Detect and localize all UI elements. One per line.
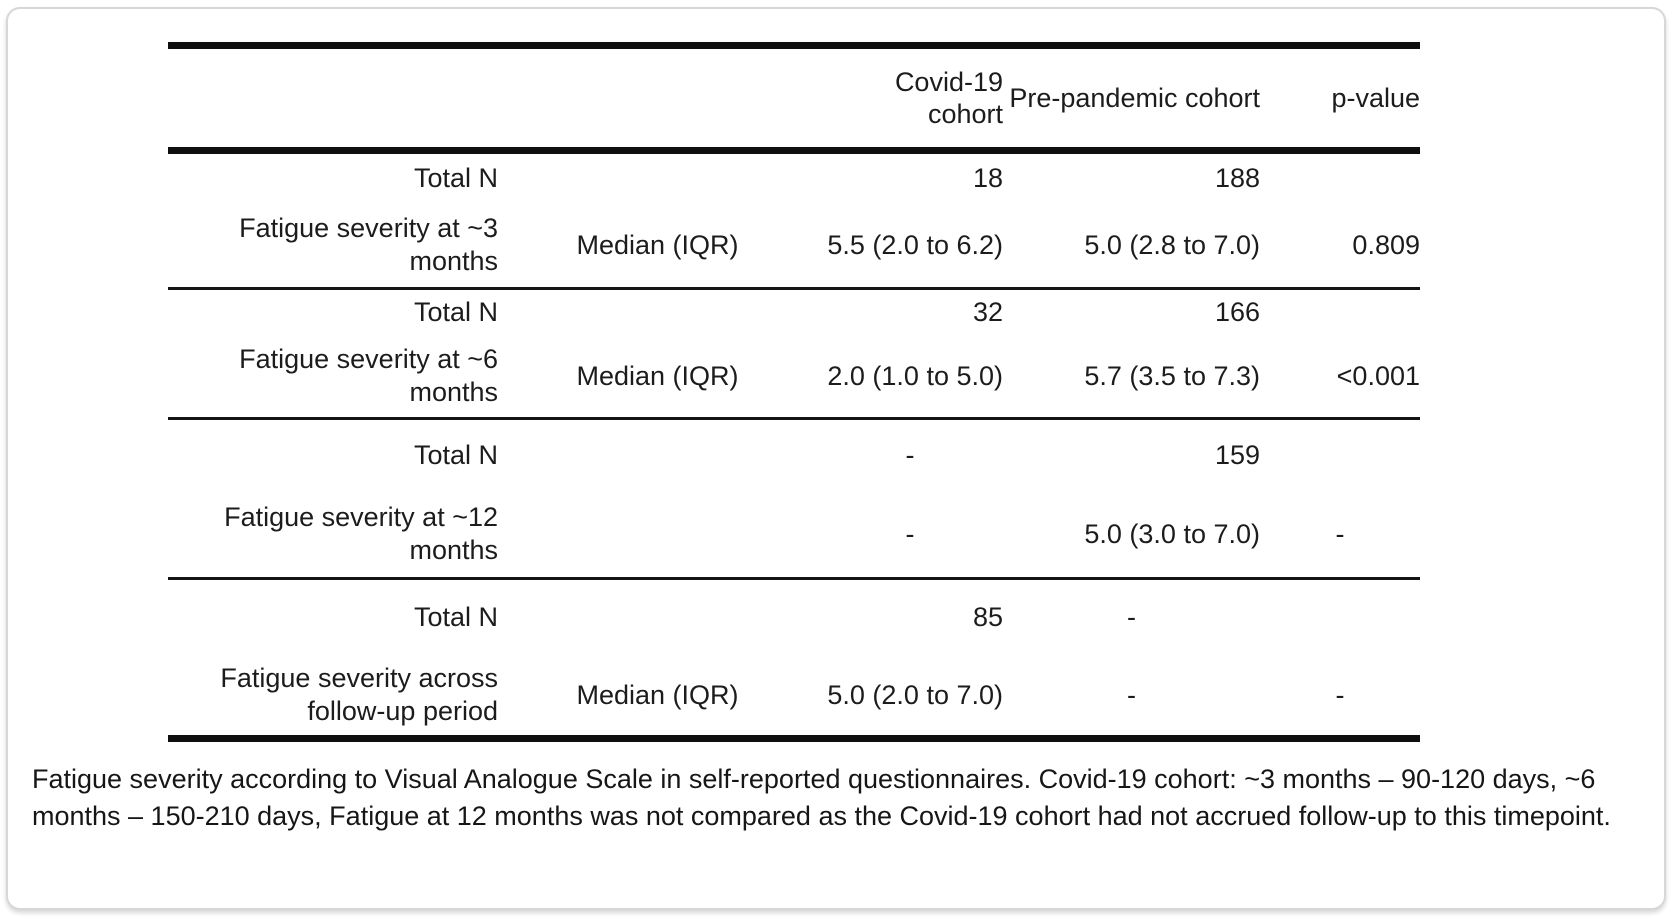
cell-empty — [498, 151, 817, 203]
row-total-n-12-months — [168, 419, 1420, 491]
row-label-total-n: Total N — [413, 297, 498, 328]
fatigue-severity-table — [168, 42, 1420, 742]
table-header-row — [168, 46, 1420, 151]
cell-empty — [1260, 419, 1420, 491]
header-empty-1 — [168, 46, 498, 151]
header-p-value: p-value — [1260, 46, 1420, 151]
row-median-12-months — [168, 491, 1420, 579]
cell-measure-6m: Median (IQR) — [498, 335, 817, 419]
cell-median-covid-12m: - — [817, 491, 1003, 579]
cell-empty — [1260, 289, 1420, 335]
cell-empty — [498, 419, 817, 491]
cell-empty — [1260, 579, 1420, 655]
row-total-n-3-months — [168, 151, 1420, 203]
cell-median-prepandemic-12m: 5.0 (3.0 to 7.0) — [1003, 491, 1260, 579]
table-caption: Fatigue severity according to Visual Analogue Scale in self-reported questionnaires. Covid-19 cohort: ~3 months – 90-120 days, ~6 months – 150-210 days, Fatigue at 12 months was not compared as the Covid-19 cohort had not accrued follow-up to this timepoint. — [32, 764, 1611, 831]
cell-total-prepandemic-3m: 188 — [1214, 163, 1260, 194]
cell-total-prepandemic-12m: 159 — [1214, 440, 1260, 471]
cell-pvalue-6m: <0.001 — [1260, 335, 1420, 419]
row-median-3-months — [168, 203, 1420, 289]
row-total-n-6-months — [168, 289, 1420, 335]
row-total-n-followup — [168, 579, 1420, 655]
cell-measure-3m: Median (IQR) — [498, 203, 817, 289]
header-prepandemic-cohort: Pre-pandemic cohort — [1003, 46, 1260, 151]
row-label-fatigue-followup: Fatigue severity across follow-up period — [220, 663, 498, 726]
cell-pvalue-3m: 0.809 — [1260, 203, 1420, 289]
cell-median-covid-6m: 2.0 (1.0 to 5.0) — [817, 335, 1003, 419]
cell-total-covid-3m: 18 — [972, 163, 1003, 194]
row-label-total-n: Total N — [413, 163, 498, 194]
cell-median-prepandemic-6m: 5.7 (3.5 to 7.3) — [1003, 335, 1260, 419]
cell-measure-12m — [498, 491, 817, 579]
cell-pvalue-12m: - — [1260, 491, 1420, 579]
cell-median-prepandemic-followup: - — [1127, 679, 1136, 710]
cell-total-covid-12m: - — [905, 440, 915, 471]
cell-empty — [498, 579, 817, 655]
cell-median-covid-3m: 5.5 (2.0 to 6.2) — [817, 203, 1003, 289]
cell-empty — [498, 289, 817, 335]
row-label-total-n: Total N — [413, 602, 498, 633]
header-empty-2 — [498, 46, 817, 151]
row-median-6-months — [168, 335, 1420, 419]
cell-median-prepandemic-3m: 5.0 (2.8 to 7.0) — [1003, 203, 1260, 289]
row-label-total-n: Total N — [413, 440, 498, 471]
cell-median-covid-followup: 5.0 (2.0 to 7.0) — [827, 679, 1003, 710]
cell-total-prepandemic-followup: - — [1127, 602, 1136, 633]
row-median-followup — [168, 655, 1420, 739]
row-label-fatigue-12-months: Fatigue severity at ~12 months — [168, 491, 498, 579]
cell-total-covid-6m: 32 — [972, 297, 1003, 328]
figure-card — [6, 7, 1666, 910]
cell-pvalue-followup: - — [1335, 679, 1345, 710]
cell-measure-followup: Median (IQR) — [576, 679, 739, 710]
header-covid-cohort: Covid-19 cohort — [817, 46, 1003, 151]
cell-total-prepandemic-6m: 166 — [1214, 297, 1260, 328]
cell-total-covid-followup: 85 — [972, 602, 1003, 633]
cell-empty — [1260, 151, 1420, 203]
row-label-fatigue-6-months: Fatigue severity at ~6 months — [168, 335, 498, 419]
row-label-fatigue-3-months: Fatigue severity at ~3 months — [168, 203, 498, 289]
